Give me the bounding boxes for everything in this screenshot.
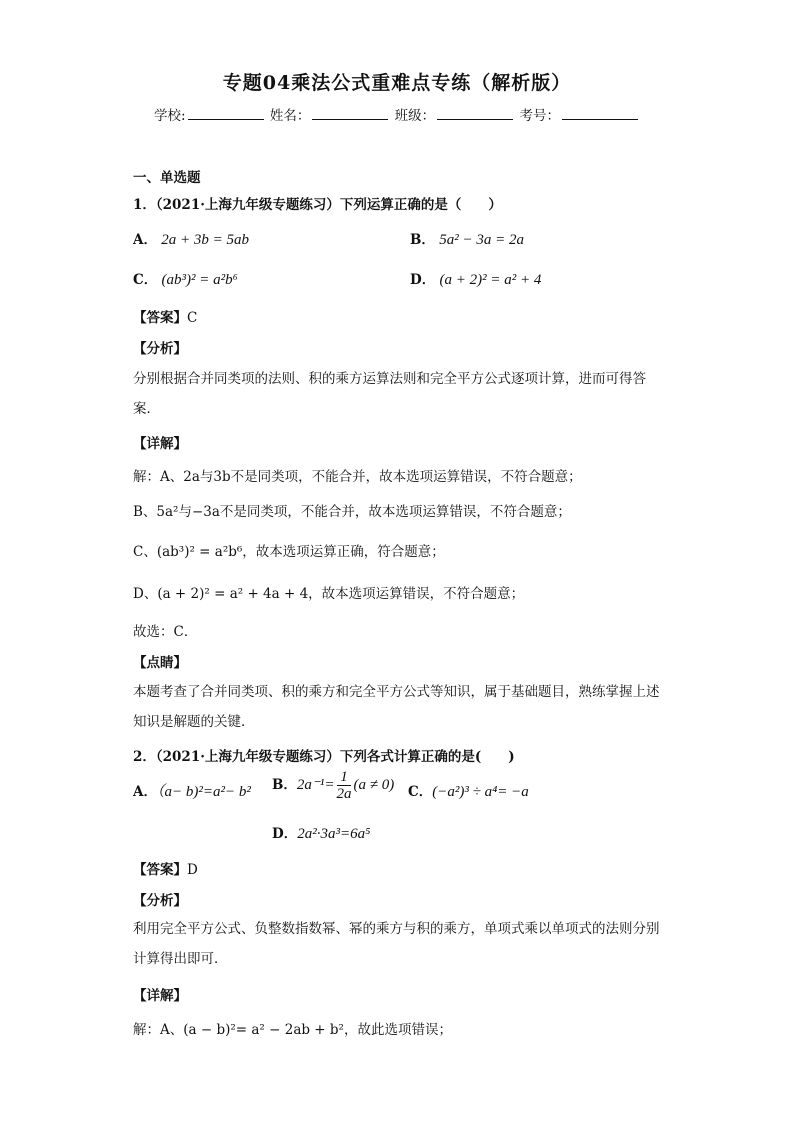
q1-detail-d: D、(a + 2)² = a² + 4a + 4，故本选项运算错误，不符合题意； xyxy=(133,586,525,602)
q1-option-d-expr: (a + 2)² = a² + 4 xyxy=(439,272,542,288)
q1-stem: 1．（2021·上海九年级专题练习）下列运算正确的是（ ） xyxy=(133,197,502,213)
q2-option-a-label: A． xyxy=(133,784,157,800)
q1-option-c xyxy=(133,268,238,289)
q1-option-a-label: A． xyxy=(133,232,157,248)
q1-option-d-label: D． xyxy=(410,272,436,288)
q1-detail-a: 解：A、2a与3b不是同类项，不能合并，故本选项运算错误，不符合题意； xyxy=(133,469,582,485)
student-info-line xyxy=(0,104,794,124)
document-title: 专题04乘法公式重难点专练（解析版） xyxy=(222,72,572,94)
q1-choose: 故选：C． xyxy=(133,624,198,640)
q2-analysis-tag: 【分析】 xyxy=(133,893,187,909)
q1-comment-text: 本题考查了合并同类项、积的乘方和完全平方公式等知识，属于基础题目，熟练掌握上述知识是解题的关键． xyxy=(133,684,660,730)
q2-option-c-expr: (−a²)³ ÷ a⁴= −a xyxy=(432,784,529,800)
q2-option-a-expr: （a− b)²=a²− b² xyxy=(156,784,251,800)
q1-option-b-expr: 5a² − 3a = 2a xyxy=(439,232,524,248)
name-blank[interactable] xyxy=(312,107,388,120)
q2-option-b-fraction xyxy=(336,769,351,802)
q1-analysis-tag: 【分析】 xyxy=(133,341,187,357)
q1-detail-b: B、5a²与−3a不是同类项，不能合并，故本选项运算错误，不符合题意； xyxy=(133,504,571,520)
q2-detail-a: 解：A、(a − b)²= a² − 2ab + b²，故此选项错误； xyxy=(133,1022,452,1038)
q2-option-d-expr: 2a²∙3a³=6a⁵ xyxy=(297,826,371,842)
school-blank[interactable] xyxy=(188,107,264,120)
q1-option-a-expr: 2a + 3b = 5ab xyxy=(161,232,250,248)
q2-answer-tag: 【答案】 xyxy=(133,862,187,878)
q1-option-d xyxy=(410,268,541,289)
q1-answer-value: C xyxy=(187,310,198,326)
section-heading: 一、单选题 xyxy=(133,170,201,186)
q2-answer xyxy=(133,858,198,878)
q1-option-c-label: C． xyxy=(133,272,158,288)
q1-detail-c: C、(ab³)² = a²b⁶，故本选项运算正确，符合题意； xyxy=(133,544,445,560)
q1-analysis-text: 分别根据合并同类项的法则、积的乘方运算法则和完全平方公式逐项计算，进而可得答案． xyxy=(133,371,646,417)
q2-detail-tag: 【详解】 xyxy=(133,988,187,1004)
q1-answer xyxy=(133,306,197,326)
q1-answer-tag: 【答案】 xyxy=(133,310,187,326)
q1-option-b-label: B． xyxy=(410,232,435,248)
q2-option-a xyxy=(133,780,251,801)
school-label: 学校: xyxy=(154,108,186,124)
class-blank[interactable] xyxy=(437,107,513,120)
q1-option-a xyxy=(133,228,249,249)
q2-analysis-text: 利用完全平方公式、负整数指数幂、幂的乘方与积的乘方，单项式乘以单项式的法则分别计算得出即可． xyxy=(133,921,660,967)
q2-option-b-left: 2a⁻¹= xyxy=(296,777,335,793)
class-label: 班级： xyxy=(394,108,436,124)
q2-option-b-label: B． xyxy=(272,777,297,793)
q2-option-c xyxy=(408,780,529,801)
q1-comment-tag: 【点睛】 xyxy=(133,655,187,671)
name-label: 姓名： xyxy=(269,108,311,124)
q2-option-b xyxy=(272,769,394,802)
q2-option-b-numerator: 1 xyxy=(337,769,351,786)
q2-option-c-label: C． xyxy=(408,784,433,800)
q2-stem: 2．（2021·上海九年级专题练习）下列各式计算正确的是( ) xyxy=(133,749,515,765)
exam-number-blank[interactable] xyxy=(562,107,638,120)
exam-number-label: 考号： xyxy=(519,108,560,124)
q1-option-b xyxy=(410,228,524,249)
q2-option-b-denominator: 2a xyxy=(336,786,352,802)
q2-answer-value: D xyxy=(187,862,198,878)
q1-detail-tag: 【详解】 xyxy=(133,436,187,452)
q1-option-c-expr: (ab³)² = a²b⁶ xyxy=(161,272,238,288)
q2-option-d xyxy=(272,822,370,843)
q2-option-b-condition: (a ≠ 0) xyxy=(353,777,395,793)
q2-option-d-label: D． xyxy=(272,826,298,842)
